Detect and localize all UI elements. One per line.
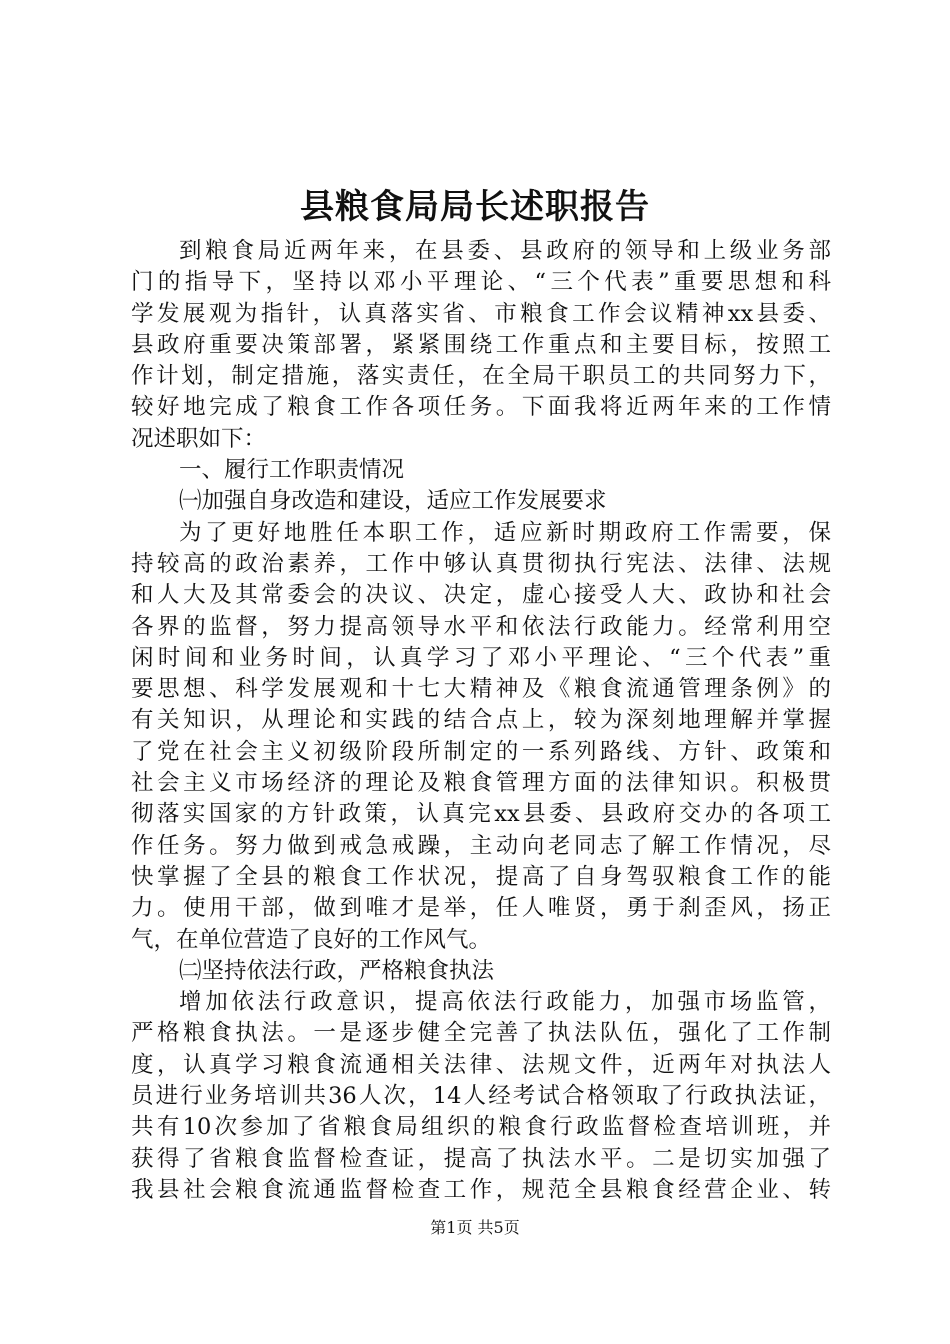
- text-line: 有关知识，从理论和实践的结合点上，较为深刻地理解并掌握: [131, 707, 831, 734]
- text-line: 共有10次参加了省粮食局组织的粮食行政监督检查培训班，并: [131, 1114, 831, 1141]
- text-line: 较好地完成了粮食工作各项任务。下面我将近两年来的工作情: [131, 394, 831, 421]
- text-line: 彻落实国家的方针政策，认真完xx县委、县政府交办的各项工: [131, 801, 831, 828]
- text-line: 学发展观为指针，认真落实省、市粮食工作会议精神xx县委、: [131, 300, 831, 327]
- text-line: 县政府重要决策部署，紧紧围绕工作重点和主要目标，按照工: [131, 331, 831, 358]
- text-line: 获得了省粮食监督检查证，提高了执法水平。二是切实加强了: [131, 1145, 831, 1172]
- section-heading: 一、履行工作职责情况: [179, 457, 405, 484]
- text-line: 力。使用干部，做到唯才是举，任人唯贤，勇于刹歪风，扬正: [131, 895, 831, 922]
- text-line: 各界的监督，努力提高领导水平和依法行政能力。经常利用空: [131, 613, 831, 640]
- document-body: [131, 236, 831, 1206]
- text-line: 度，认真学习粮食流通相关法律、法规文件，近两年对执法人: [131, 1051, 831, 1078]
- text-line: 门的指导下，坚持以邓小平理论、“三个代表”重要思想和科: [131, 269, 831, 296]
- text-line: 气，在单位营造了良好的工作风气。: [131, 926, 492, 953]
- text-line: 快掌握了全县的粮食工作状况，提高了自身驾驭粮食工作的能: [131, 863, 831, 890]
- text-line: 社会主义市场经济的理论及粮食管理方面的法律知识。积极贯: [131, 770, 831, 797]
- text-line: 员进行业务培训共36人次，14人经考试合格领取了行政执法证，: [131, 1083, 831, 1110]
- text-line: 闲时间和业务时间，认真学习了邓小平理论、“三个代表”重: [131, 644, 831, 671]
- text-line: 增加依法行政意识，提高依法行政能力，加强市场监管，: [179, 989, 831, 1016]
- document-title: 县粮食局局长述职报告: [300, 187, 650, 227]
- page-footer: 第1页 共5页: [430, 1218, 520, 1237]
- text-line: 持较高的政治素养，工作中够认真贯彻执行宪法、法律、法规: [131, 550, 831, 577]
- text-line: 况述职如下：: [131, 425, 267, 452]
- text-line: 要思想、科学发展观和十七大精神及《粮食流通管理条例》的: [131, 676, 831, 703]
- text-line: 作任务。努力做到戒急戒躁，主动向老同志了解工作情况，尽: [131, 832, 831, 859]
- text-line: 为了更好地胜任本职工作，适应新时期政府工作需要，保: [179, 519, 831, 546]
- text-line: 严格粮食执法。一是逐步健全完善了执法队伍，强化了工作制: [131, 1020, 831, 1047]
- text-line: 作计划，制定措施，落实责任，在全局干职员工的共同努力下，: [131, 363, 831, 390]
- text-line: 到粮食局近两年来，在县委、县政府的领导和上级业务部: [179, 238, 831, 264]
- text-line: 我县社会粮食流通监督检查工作，规范全县粮食经营企业、转: [131, 1176, 831, 1203]
- text-line: 和人大及其常委会的决议、决定，虚心接受人大、政协和社会: [131, 582, 831, 609]
- text-line: 了党在社会主义初级阶段所制定的一系列路线、方针、政策和: [131, 738, 831, 765]
- subsection-heading: ㈠加强自身改造和建设，适应工作发展要求: [179, 488, 607, 515]
- subsection-heading: ㈡坚持依法行政，严格粮食执法: [179, 957, 495, 984]
